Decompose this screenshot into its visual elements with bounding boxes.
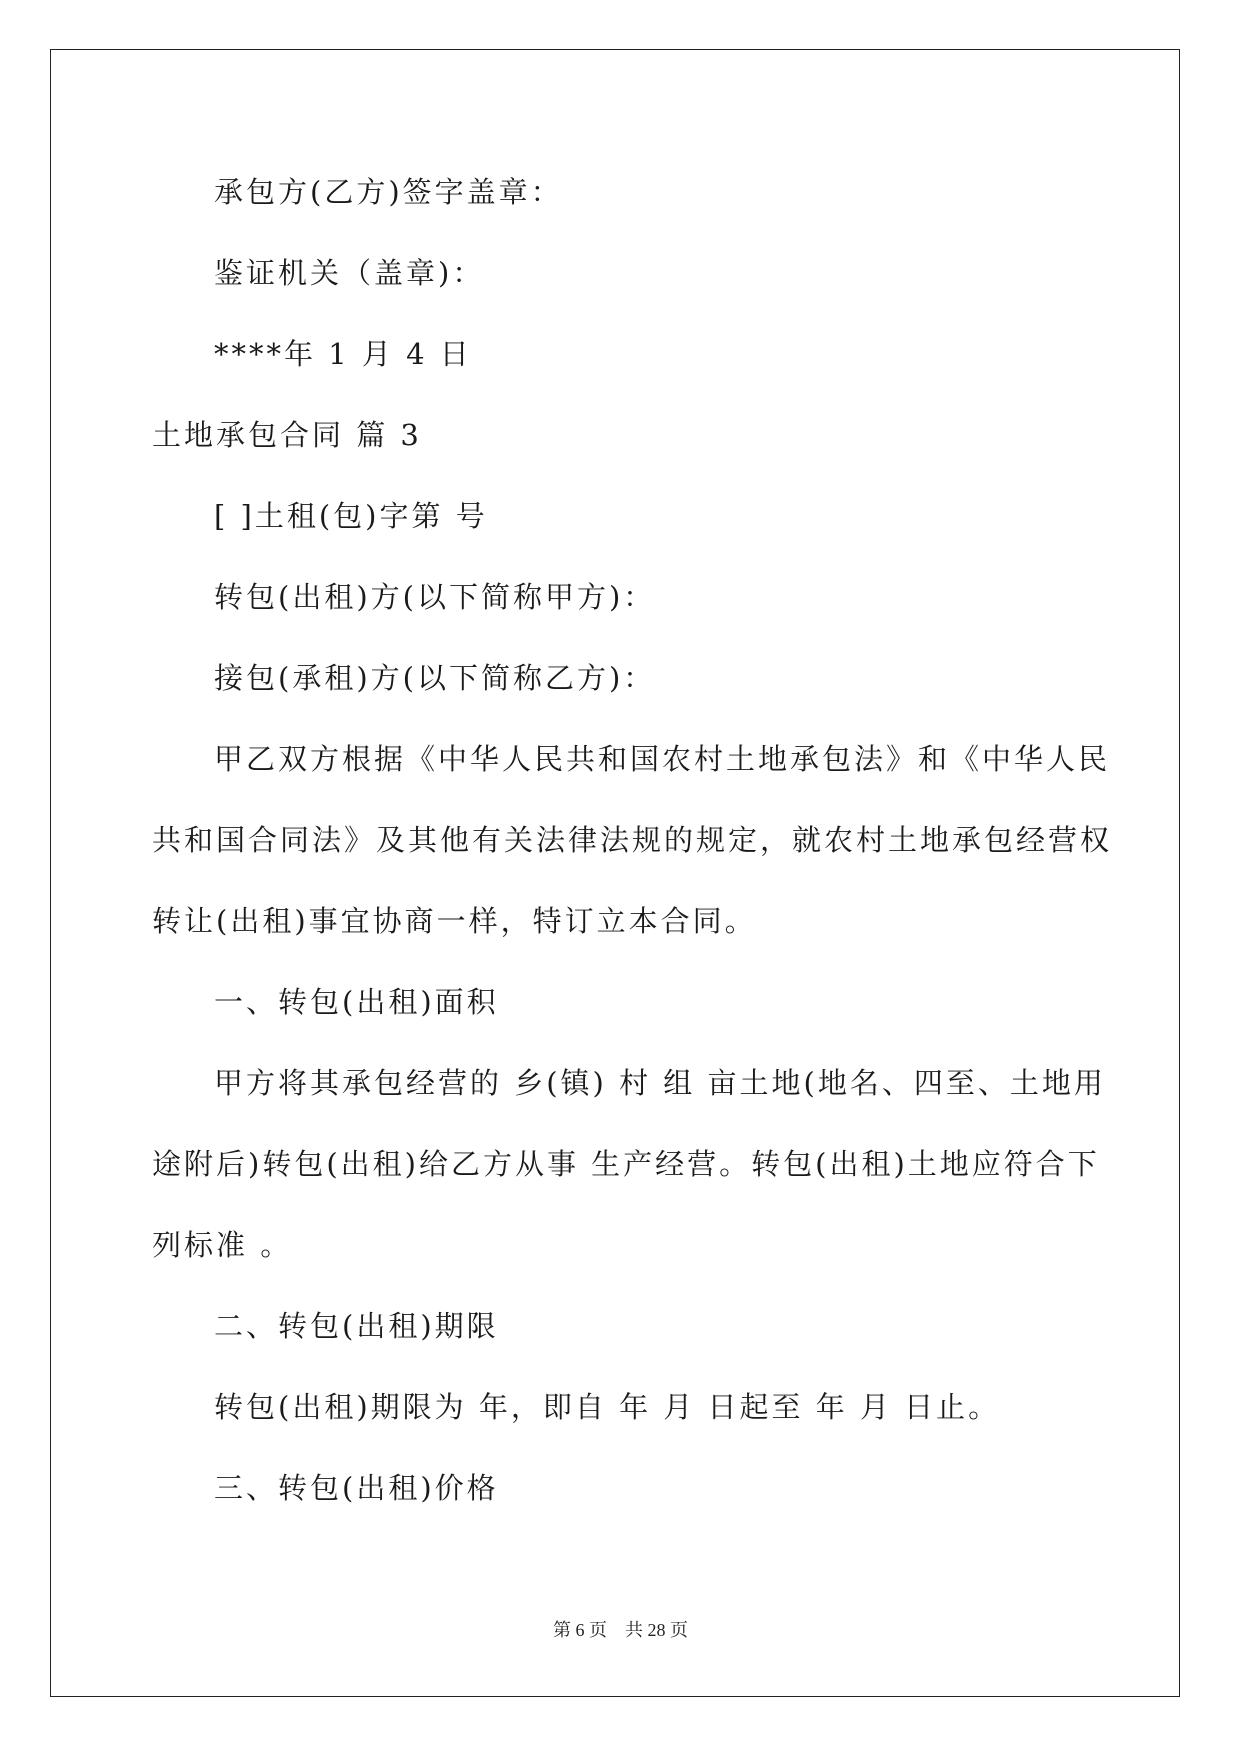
clause-heading-price: 三、转包(出租)价格 [214,1471,499,1505]
clause-area-line-1: 甲方将其承包经营的 乡(镇) 村 组 亩土地(地名、四至、土地用 [214,1066,1106,1100]
clause-area-line-2: 途附后)转包(出租)给乙方从事 生产经营。转包(出租)土地应符合下 [152,1147,1100,1181]
signature-line-party-b: 承包方(乙方)签字盖章： [214,175,563,209]
page-footer [0,1616,1241,1642]
signature-line-notary: 鉴证机关（盖章)： [214,256,485,290]
contract-number-line: [ ]土租(包)字第 号 [214,499,488,533]
page-number: 第 6 页 共 28 页 [553,1620,688,1640]
clause-area-line-3: 列标准 。 [152,1228,293,1262]
page-border [50,49,1180,1697]
preamble-line-2: 共和国合同法》及其他有关法律法规的规定，就农村土地承包经营权 [152,823,1113,857]
section-heading: 土地承包合同 篇 3 [152,418,422,452]
party-b-line: 接包(承租)方(以下简称乙方)： [214,661,656,695]
party-a-line: 转包(出租)方(以下简称甲方)： [214,580,656,614]
preamble-line-3: 转让(出租)事宜协商一样，特订立本合同。 [152,904,757,938]
date-line: ****年 1 月 4 日 [214,337,472,371]
clause-heading-area: 一、转包(出租)面积 [214,985,499,1019]
clause-heading-term: 二、转包(出租)期限 [214,1309,499,1343]
clause-term-line: 转包(出租)期限为 年，即自 年 月 日起至 年 月 日止。 [214,1390,1001,1424]
preamble-line-1: 甲乙双方根据《中华人民共和国农村土地承包法》和《中华人民 [214,742,1111,776]
